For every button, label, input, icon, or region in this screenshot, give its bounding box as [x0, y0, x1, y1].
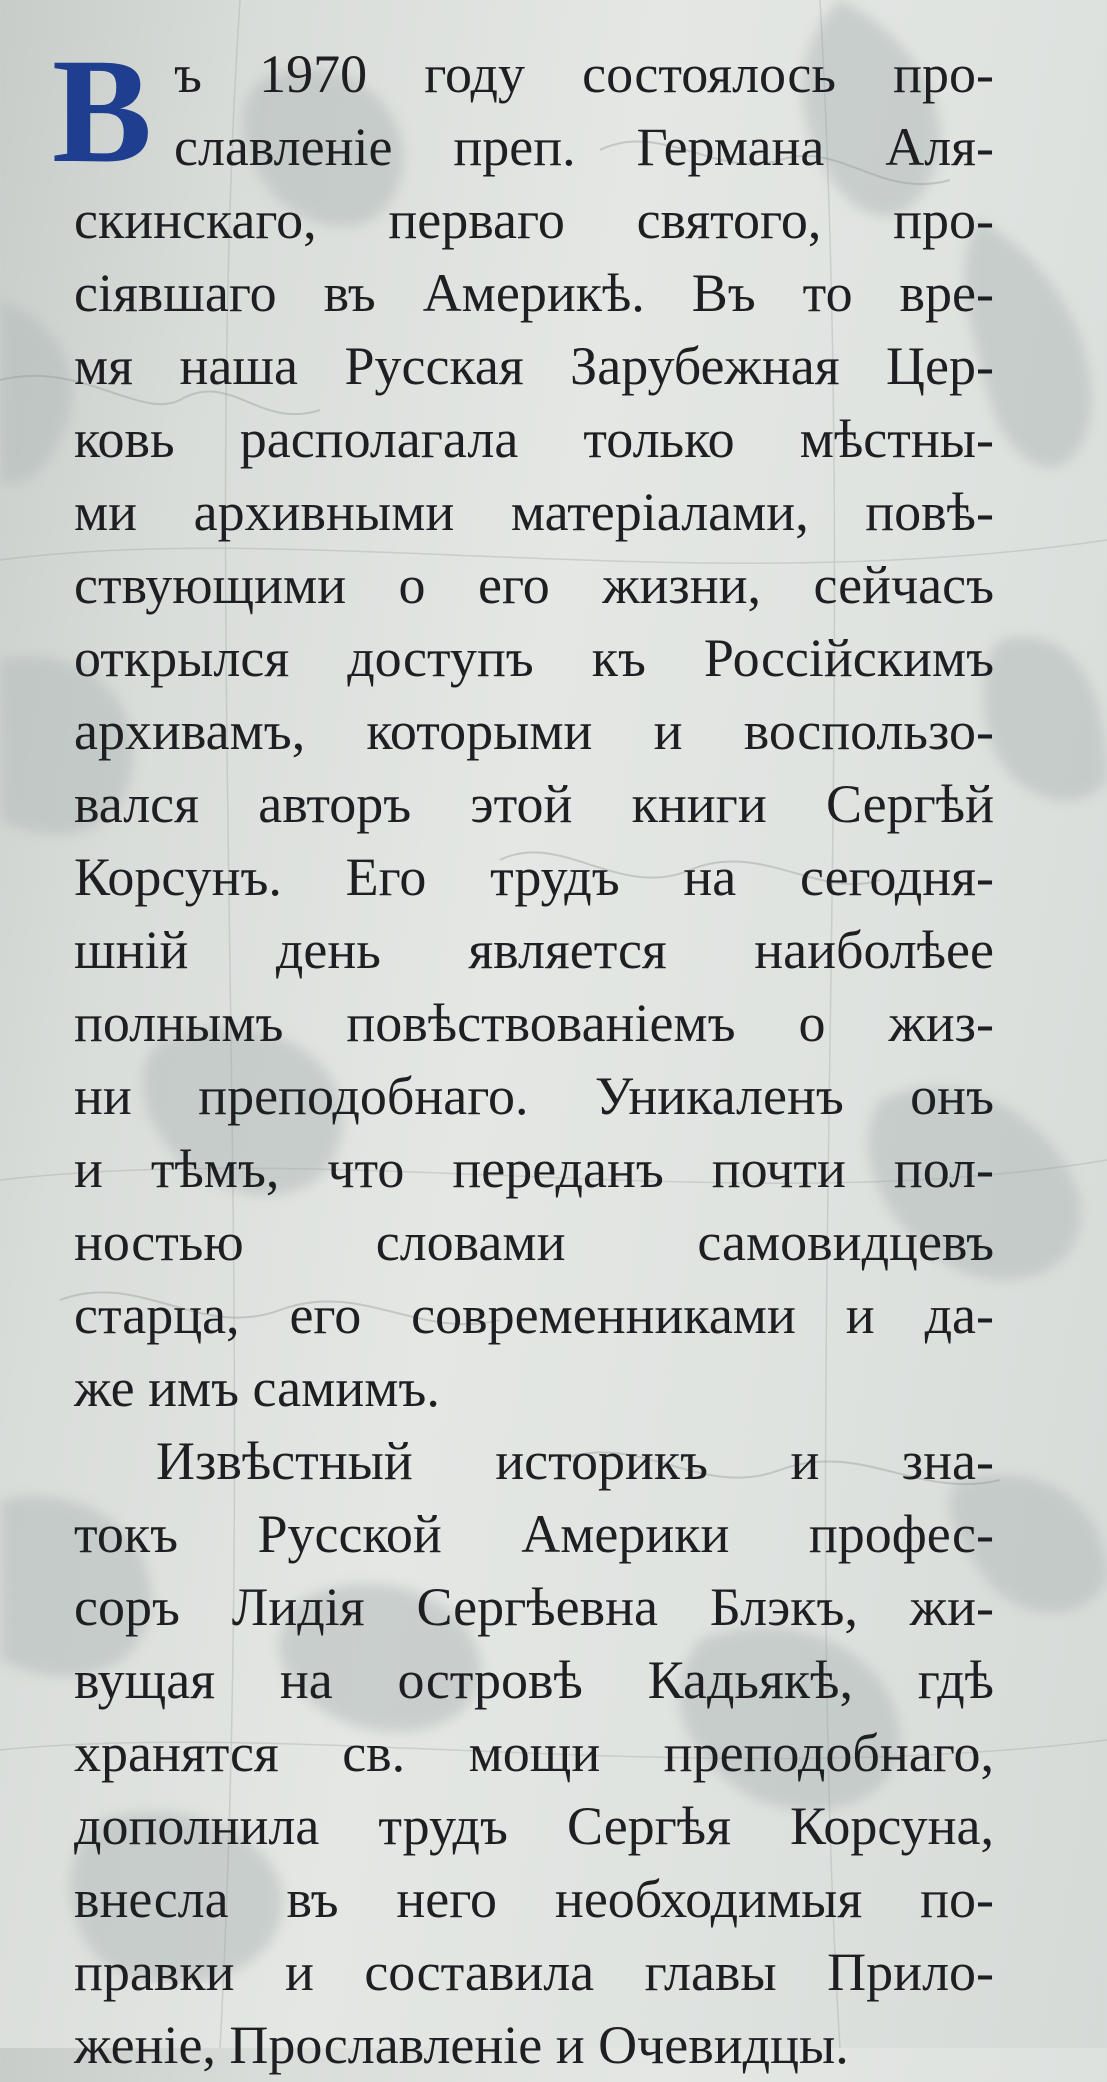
text-page — [52, 28, 994, 2082]
text-line: Корсунъ. Его трудъ на сегодня- — [74, 847, 994, 907]
text-line: славленіе преп. Германа Аля- — [174, 117, 994, 177]
text-line: ни преподобнаго. Уникаленъ онъ — [74, 1066, 994, 1126]
text-line: внесла въ него необходимыя по- — [74, 1869, 994, 1929]
text-line: полнымъ повѣствованіемъ о жиз- — [74, 993, 994, 1053]
text-line: токъ Русской Америки профес- — [74, 1504, 994, 1564]
drop-cap-letter: В — [52, 28, 153, 194]
text-line: ностью словами самовидцевъ — [74, 1212, 994, 1272]
text-line: сіявшаго въ Америкѣ. Въ то вре- — [74, 263, 994, 323]
text-line: и тѣмъ, что переданъ почти пол- — [74, 1139, 994, 1199]
text-line: ъ 1970 году состоялось про- — [174, 44, 994, 104]
text-line: хранятся св. мощи преподобнаго, — [74, 1723, 994, 1783]
text-line: ми архивными матеріалами, повѣ- — [74, 482, 994, 542]
text-line: скинскаго, перваго святого, про- — [74, 190, 994, 250]
text-line: мя наша Русская Зарубежная Цер- — [74, 336, 994, 396]
text-line: шній день является наиболѣее — [74, 920, 994, 980]
text-line: вался авторъ этой книги Сергѣй — [74, 774, 994, 834]
text-line: женіе, Прославленіе и Очевидцы. — [74, 2015, 849, 2075]
text-line: архивамъ, которыми и воспользо- — [74, 701, 994, 761]
text-line: Извѣстный историкъ и зна- — [156, 1431, 994, 1491]
text-line: ковь располагала только мѣстны- — [74, 409, 994, 469]
text-line: старца, его современниками и да- — [74, 1285, 994, 1345]
text-line: же имъ самимъ. — [74, 1358, 440, 1418]
paragraph-2 — [74, 1425, 994, 2082]
text-line: дополнила трудъ Сергѣя Корсуна, — [74, 1796, 994, 1856]
paragraph-1 — [52, 28, 994, 1425]
text-line: ствующими о его жизни, сейчасъ — [74, 555, 994, 615]
text-line: правки и составила главы Прило- — [74, 1942, 994, 2002]
text-line: вущая на островѣ Кадьякѣ, гдѣ — [74, 1650, 994, 1710]
text-line: соръ Лидія Сергѣевна Блэкъ, жи- — [74, 1577, 994, 1637]
text-line: открылся доступъ къ Россійскимъ — [74, 628, 994, 688]
